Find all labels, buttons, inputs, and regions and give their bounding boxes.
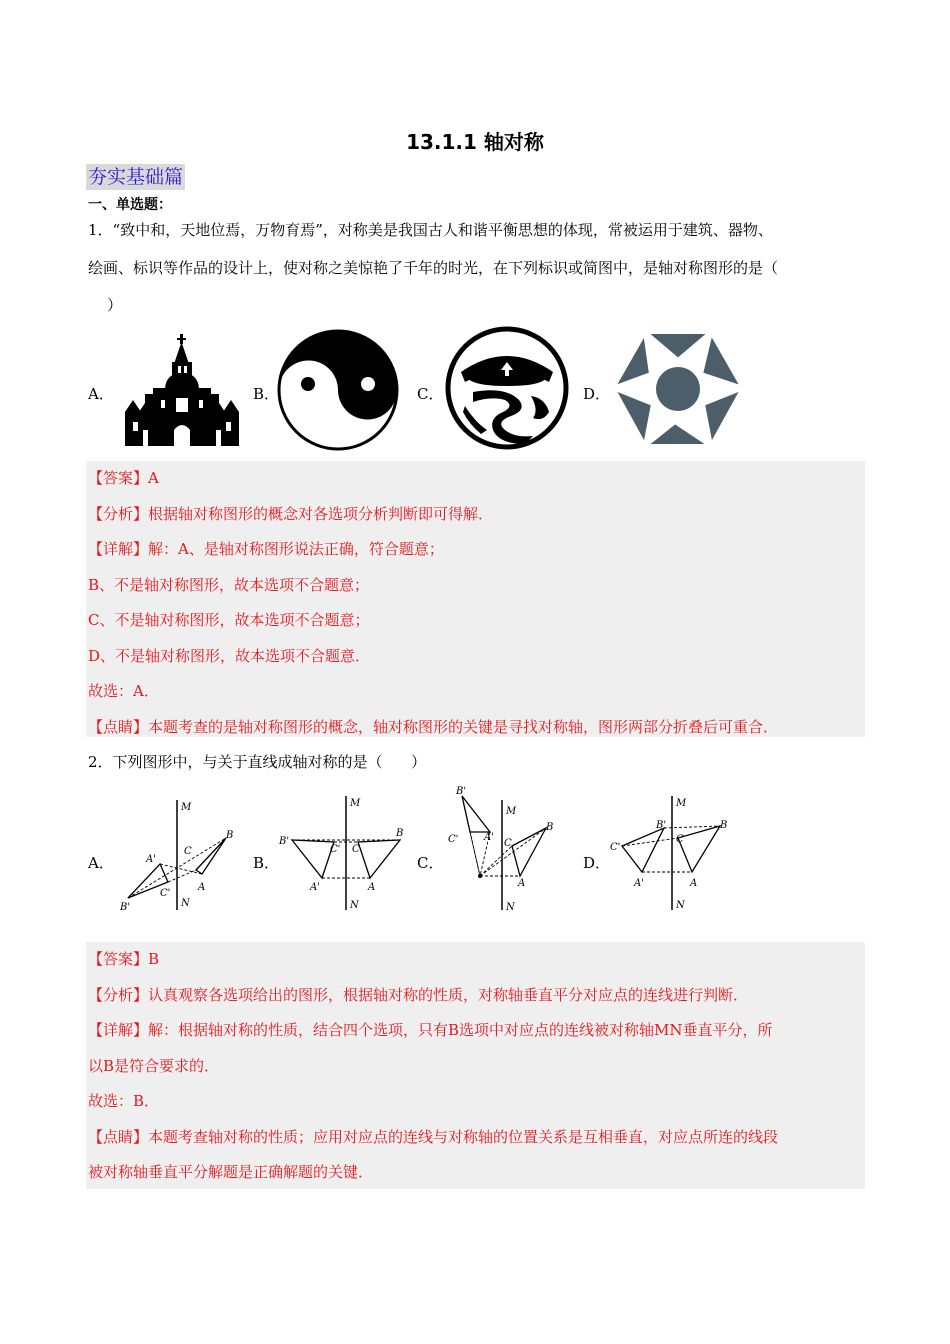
q2-detail-line-1: 【详解】解：根据轴对称的性质，结合四个选项，只有B选项中对应点的连线被对称轴MN垂直平分，所 [88, 1021, 773, 1039]
svg-text:N: N [181, 898, 190, 909]
svg-text:A': A' [484, 832, 494, 843]
q1-option-d-label: D． [583, 385, 611, 403]
q2-analysis-line: 【分析】认真观察各选项给出的图形，根据轴对称的性质，对称轴垂直平分对应点的连线进行判断． [88, 985, 749, 1004]
svg-text:N: N [350, 900, 359, 911]
svg-text:C': C' [160, 888, 171, 899]
q1-answer-line: 【答案】A [88, 469, 159, 487]
svg-text:C': C' [610, 842, 621, 853]
svg-text:C: C [504, 838, 512, 849]
q2-diagram-c [446, 780, 566, 914]
q2-option-a-label: A． [88, 854, 114, 872]
svg-text:N: N [676, 900, 685, 911]
q1-option-b-label: B． [253, 385, 280, 403]
svg-text:M: M [676, 798, 687, 809]
q1-detail-line-3: C、不是轴对称图形，故本选项不合题意； [88, 611, 370, 629]
page-title: 13.1.1 轴对称 [406, 130, 544, 154]
svg-text:B: B [226, 830, 234, 841]
q2-answer-line: 【答案】B [88, 950, 160, 968]
svg-text:A: A [518, 878, 526, 889]
svg-text:B': B' [120, 902, 131, 913]
q2-diagram-d [608, 794, 738, 914]
q1-option-c-label: C． [417, 385, 444, 403]
svg-text:B': B' [279, 836, 290, 847]
svg-text:C': C' [330, 844, 341, 855]
q2-diagram-b [276, 794, 406, 914]
emblem-icon [445, 326, 569, 450]
q2-option-b-label: B． [253, 854, 280, 872]
q1-comment-line: 【点睛】本题考查的是轴对称图形的概念，轴对称图形的关键是寻找对称轴，图形两部分折叠后可重合． [88, 717, 779, 736]
q2-option-d-label: D． [583, 854, 611, 872]
svg-text:C': C' [448, 834, 459, 845]
q1-detail-line-1: 【详解】解：A、是轴对称图形说法正确，符合题意； [88, 540, 444, 558]
castle-icon [123, 334, 241, 446]
q1-analysis-line: 【分析】根据轴对称图形的概念对各选项分析判断即可得解． [88, 504, 494, 523]
svg-text:C: C [676, 834, 684, 845]
svg-text:C: C [352, 844, 360, 855]
q2-detail-line-2: 以B是符合要求的． [88, 1056, 220, 1075]
q2-answer-block [86, 942, 865, 1189]
q2-diagram-a [110, 798, 240, 916]
subsection-heading: 一、单选题： [88, 197, 172, 213]
svg-text:N: N [506, 902, 515, 913]
svg-text:A': A' [310, 882, 320, 893]
svg-text:B': B' [656, 820, 667, 831]
question-1-line-3: ） [88, 296, 123, 314]
q2-option-c-label: C． [417, 854, 444, 872]
svg-text:B': B' [456, 786, 467, 797]
section-heading: 夯实基础篇 [88, 166, 184, 188]
svg-text:A': A' [146, 854, 156, 865]
svg-text:B: B [396, 828, 404, 839]
question-1-line-1: 1．“致中和，天地位焉，万物育焉”，对称美是我国古人和谐平衡思想的体现，常被运用于建筑、器物、 [88, 221, 773, 239]
svg-text:A': A' [634, 878, 644, 889]
svg-text:C: C [184, 846, 192, 857]
q1-answer-block [86, 461, 865, 737]
svg-text:A: A [690, 878, 698, 889]
svg-text:A: A [198, 882, 206, 893]
q1-choice-line: 故选：A． [88, 682, 159, 700]
q2-comment-line-2: 被对称轴垂直平分解题是正确解题的关键． [88, 1163, 374, 1181]
q1-option-a-label: A． [88, 385, 114, 403]
svg-text:B: B [720, 820, 728, 831]
svg-text:M: M [181, 802, 192, 813]
q1-detail-line-4: D、不是轴对称图形，故本选项不合题意． [88, 646, 371, 665]
q2-choice-line: 故选：B． [88, 1092, 160, 1110]
q1-detail-line-2: B、不是轴对称图形，故本选项不合题意； [88, 575, 370, 594]
svg-text:M: M [506, 806, 517, 817]
question-1-line-2: 绘画、标识等作品的设计上，使对称之美惊艳了千年的时光，在下列标识或简图中，是轴对称图形的是（ [88, 259, 779, 277]
svg-text:B: B [546, 822, 554, 833]
hexagon-aperture-icon [611, 330, 745, 450]
q2-comment-line-1: 【点睛】本题考查轴对称的性质；应用对应点的连线与对称轴的位置关系是互相垂直，对应点所连的线段 [88, 1127, 779, 1146]
svg-text:M: M [350, 798, 361, 809]
yin-yang-icon [276, 328, 400, 452]
question-2-line-1: 2．下列图形中，与关于直线成轴对称的是（ ） [88, 753, 427, 771]
svg-text:A: A [368, 882, 376, 893]
